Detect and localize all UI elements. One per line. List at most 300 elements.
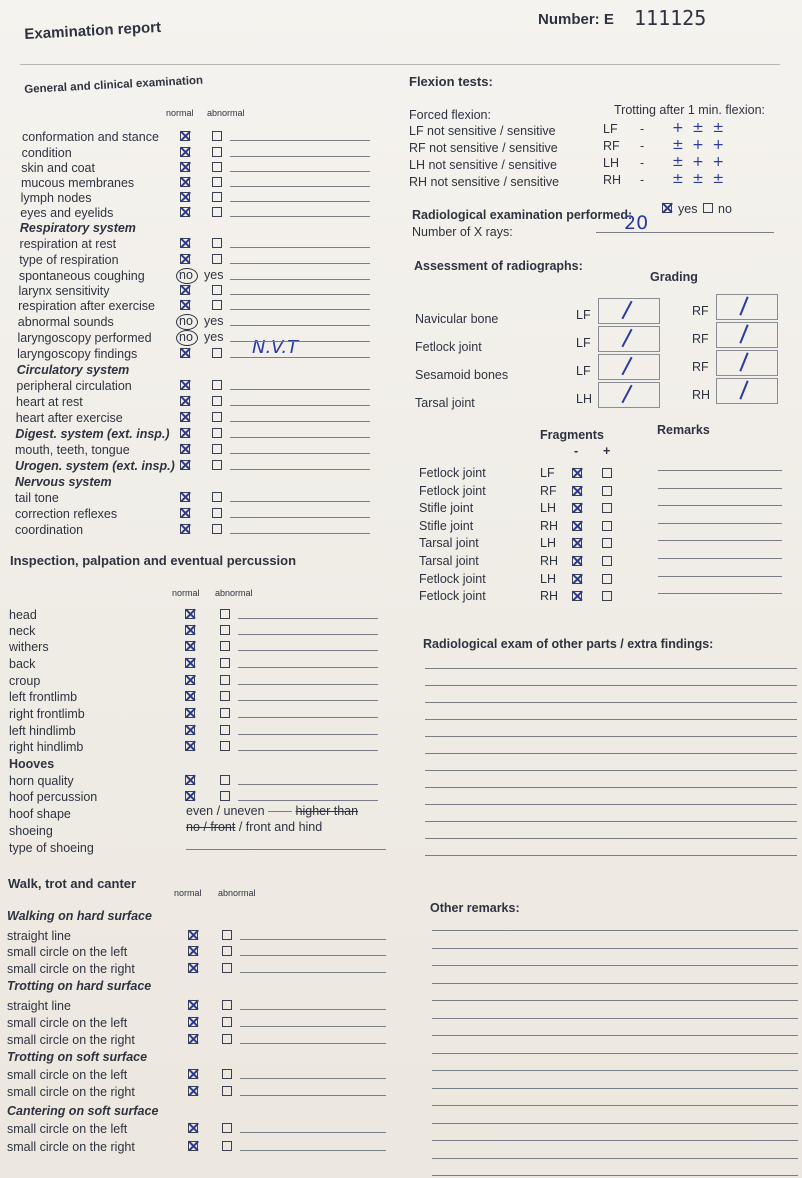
abnormal-checkbox[interactable] <box>220 741 230 751</box>
other-remarks-line <box>432 1140 798 1141</box>
normal-checkbox[interactable] <box>188 1141 198 1151</box>
normal-checkbox[interactable] <box>180 348 190 358</box>
gait-row-label: Walking on hard surface <box>7 909 152 923</box>
gait-row-label: small circle on the right <box>7 1085 135 1099</box>
fragments-heading: Fragments <box>540 428 604 442</box>
other-parts-line <box>425 668 797 669</box>
gait-remark-line <box>240 1009 386 1010</box>
normal-checkbox[interactable] <box>185 658 195 668</box>
forced-flexion-label: Forced flexion: <box>409 108 491 122</box>
fragment-remark-line <box>658 593 782 594</box>
flexion-marks: + ± ± <box>672 120 727 136</box>
flexion-leg: LF <box>603 122 618 136</box>
abnormal-checkbox[interactable] <box>220 708 230 718</box>
normal-checkbox[interactable] <box>180 396 190 406</box>
normal-checkbox[interactable] <box>180 444 190 454</box>
inspection-remark-line <box>238 650 378 651</box>
normal-checkbox[interactable] <box>180 412 190 422</box>
abnormal-checkbox[interactable] <box>212 131 222 141</box>
fragment-row-label: Fetlock joint <box>419 466 486 480</box>
general-row-label: coordination <box>15 523 84 537</box>
general-no: no <box>179 314 193 328</box>
normal-checkbox[interactable] <box>180 207 190 217</box>
gait-row-label: small circle on the right <box>7 1140 135 1154</box>
normal-checkbox[interactable] <box>185 675 195 685</box>
abnormal-checkbox[interactable] <box>212 508 222 518</box>
general-yes: yes <box>204 314 224 328</box>
inspection-remark-line <box>238 784 378 785</box>
fragment-plus-checkbox[interactable] <box>602 574 612 584</box>
other-remarks-line <box>432 1105 798 1106</box>
general-row-label: Circulatory system <box>16 363 130 377</box>
fragment-remark-line <box>658 488 782 489</box>
fragment-leg: RH <box>540 554 559 568</box>
general-row-label: eyes and eyelids <box>20 206 114 220</box>
flexion-row-label: RH not sensitive / sensitive <box>409 175 560 189</box>
inspection-row-label: shoeing <box>9 824 53 838</box>
normal-checkbox[interactable] <box>185 691 195 701</box>
general-row-label: condition <box>21 146 72 160</box>
fragment-leg: LH <box>540 571 556 586</box>
normal-checkbox[interactable] <box>180 508 190 518</box>
trotting-header: Trotting after 1 min. flexion: <box>614 103 765 117</box>
general-row-label: respiration after exercise <box>18 299 156 313</box>
general-remark-line <box>230 405 370 406</box>
fragment-remark-line <box>658 523 782 524</box>
header-rule <box>20 64 780 65</box>
assessment-right-leg: RF <box>692 332 709 346</box>
inspection-remark-line <box>238 717 378 718</box>
fragment-leg: LF <box>540 466 555 480</box>
general-row-label: correction reflexes <box>15 507 118 521</box>
fragment-minus-checkbox[interactable] <box>572 503 582 513</box>
fragment-leg: RH <box>540 589 559 604</box>
abnormal-checkbox[interactable] <box>222 1123 232 1133</box>
fragment-row-label: Stifle joint <box>419 501 474 516</box>
normal-checkbox[interactable] <box>185 625 195 635</box>
gait-col-abnormal: abnormal <box>218 888 256 898</box>
abnormal-checkbox[interactable] <box>212 444 222 454</box>
abnormal-checkbox[interactable] <box>220 691 230 701</box>
abnormal-checkbox[interactable] <box>222 1086 232 1096</box>
general-no: no <box>179 330 193 344</box>
other-parts-line <box>425 787 797 788</box>
normal-checkbox[interactable] <box>188 930 198 940</box>
inspection-row-label: left frontlimb <box>9 690 78 704</box>
general-row-label: lymph nodes <box>20 191 92 205</box>
abnormal-checkbox[interactable] <box>212 207 222 217</box>
general-row-label: skin and coat <box>21 161 95 175</box>
fragment-minus-checkbox[interactable] <box>572 538 582 548</box>
abnormal-checkbox[interactable] <box>212 524 222 534</box>
general-remark-line <box>230 453 370 454</box>
abnormal-checkbox[interactable] <box>220 658 230 668</box>
normal-checkbox[interactable] <box>180 238 190 248</box>
general-col-abnormal: abnormal <box>207 108 245 118</box>
general-no: no <box>179 268 193 282</box>
xrays-value: 20 <box>624 212 649 234</box>
gait-row-label: straight line <box>7 929 71 943</box>
fragments-minus: - <box>574 444 579 458</box>
gait-remark-line <box>240 1043 386 1044</box>
gait-remark-line <box>240 1026 386 1027</box>
fragments-plus: + <box>603 444 611 458</box>
abnormal-checkbox[interactable] <box>222 963 232 973</box>
other-remarks-line <box>432 983 798 984</box>
radiological-no: no <box>718 202 732 216</box>
gait-row-label: Trotting on soft surface <box>7 1050 148 1064</box>
fragment-plus-checkbox[interactable] <box>602 538 612 548</box>
gait-remark-line <box>240 939 386 940</box>
general-row-label: mucous membranes <box>20 176 135 190</box>
inspection-remark-line <box>238 684 378 685</box>
fragment-plus-checkbox[interactable] <box>602 468 612 478</box>
general-remark-line <box>230 171 370 172</box>
gait-row-label: straight line <box>7 999 71 1013</box>
fragment-row-label: Fetlock joint <box>419 483 486 498</box>
other-remarks-line <box>432 1000 798 1001</box>
flexion-leg: RF <box>603 139 620 153</box>
fragment-plus-checkbox[interactable] <box>602 556 612 566</box>
other-remarks-line <box>432 1088 798 1089</box>
fragment-plus-checkbox[interactable] <box>602 521 612 531</box>
fragment-plus-checkbox[interactable] <box>602 591 612 601</box>
hoof-shape-options <box>186 804 358 818</box>
abnormal-checkbox[interactable] <box>220 641 230 651</box>
general-row-label: Digest. system (ext. insp.) <box>15 427 170 441</box>
gait-row-label: small circle on the left <box>7 1068 128 1082</box>
other-remarks-line <box>432 965 798 966</box>
flexion-dash: - <box>640 139 645 153</box>
flexion-dash: - <box>640 173 645 187</box>
fragment-row-label: Fetlock joint <box>419 571 486 586</box>
normal-checkbox[interactable] <box>180 285 190 295</box>
inspection-col-normal: normal <box>172 588 200 598</box>
normal-checkbox[interactable] <box>180 524 190 534</box>
normal-checkbox[interactable] <box>185 741 195 751</box>
normal-checkbox[interactable] <box>180 460 190 470</box>
assessment-heading: Assessment of radiographs: <box>414 259 583 273</box>
fragment-remark-line <box>658 576 782 577</box>
inspection-row-label: withers <box>9 640 49 654</box>
general-row-label: spontaneous coughing <box>18 269 145 283</box>
normal-checkbox[interactable] <box>180 492 190 502</box>
normal-checkbox[interactable] <box>180 380 190 390</box>
normal-checkbox[interactable] <box>180 300 190 310</box>
general-remark-line <box>230 201 370 202</box>
general-remark-line <box>230 156 370 157</box>
normal-checkbox[interactable] <box>180 131 190 141</box>
inspection-remark-line <box>238 667 378 668</box>
fragment-minus-checkbox[interactable] <box>572 591 582 601</box>
abnormal-checkbox[interactable] <box>212 380 222 390</box>
normal-checkbox[interactable] <box>188 1034 198 1044</box>
normal-checkbox[interactable] <box>185 791 195 801</box>
abnormal-checkbox[interactable] <box>212 254 222 264</box>
other-remarks-line <box>432 930 798 931</box>
inspection-remark-line <box>238 700 378 701</box>
flexion-leg: LH <box>603 156 619 170</box>
other-parts-line <box>425 838 797 839</box>
fragment-row-label: Tarsal joint <box>419 536 479 551</box>
gait-row-label: small circle on the left <box>7 1122 128 1136</box>
gait-remark-line <box>240 955 386 956</box>
gait-row-label: small circle on the right <box>7 1033 135 1047</box>
fragment-minus-checkbox[interactable] <box>572 556 582 566</box>
radiological-yes-checkbox[interactable] <box>662 203 672 213</box>
inspection-remark-line <box>238 634 378 635</box>
general-yes: yes <box>204 330 224 344</box>
inspection-row-label: right frontlimb <box>9 707 85 721</box>
flexion-dash: - <box>640 122 645 136</box>
inspection-col-abnormal: abnormal <box>215 588 253 598</box>
assessment-left-leg: LF <box>576 336 591 350</box>
fragment-remark-line <box>658 470 782 471</box>
abnormal-checkbox[interactable] <box>212 177 222 187</box>
assessment-row-label: Sesamoid bones <box>415 368 509 382</box>
radiological-no-checkbox[interactable] <box>703 203 713 213</box>
assessment-right-leg: RH <box>692 388 711 402</box>
general-remark-line <box>230 517 370 518</box>
gait-remark-line <box>240 1078 386 1079</box>
general-row-label: type of respiration <box>19 253 119 267</box>
abnormal-checkbox[interactable] <box>222 930 232 940</box>
fragment-leg: RH <box>540 518 559 533</box>
normal-checkbox[interactable] <box>188 1000 198 1010</box>
gait-row-label: Trotting on hard surface <box>7 979 152 993</box>
other-remarks-line <box>432 1053 798 1054</box>
general-remark-line <box>230 279 370 280</box>
laryngoscopy-note: N.V.T <box>252 337 299 358</box>
abnormal-checkbox[interactable] <box>220 609 230 619</box>
general-row-label: Urogen. system (ext. insp.) <box>15 459 175 473</box>
other-parts-line <box>425 753 797 754</box>
fragment-leg: RF <box>540 483 557 498</box>
flexion-row-label: RF not sensitive / sensitive <box>409 141 558 155</box>
general-remark-line <box>230 325 370 326</box>
radiological-yes: yes <box>678 202 698 216</box>
abnormal-checkbox[interactable] <box>220 725 230 735</box>
general-row-label: Respiratory system <box>19 221 136 235</box>
assessment-row-label: Navicular bone <box>415 312 499 326</box>
fragment-remark-line <box>658 505 782 506</box>
other-parts-heading: Radiological exam of other parts / extra findings: <box>423 637 714 651</box>
other-remarks-line <box>432 1123 798 1124</box>
remarks-heading: Remarks <box>657 423 710 437</box>
other-parts-line <box>425 685 797 686</box>
general-remark-line <box>230 469 370 470</box>
other-remarks-line <box>432 948 798 949</box>
fragment-row-label: Fetlock joint <box>419 589 486 604</box>
other-parts-line <box>425 770 797 771</box>
abnormal-checkbox[interactable] <box>212 192 222 202</box>
general-row-label: laryngoscopy findings <box>17 347 138 361</box>
general-remark-line <box>230 341 370 342</box>
fragment-leg: LH <box>540 536 556 551</box>
gait-remark-line <box>240 1095 386 1096</box>
flexion-marks: ± + + <box>672 137 727 153</box>
report-number: 111125 <box>634 6 707 30</box>
normal-checkbox[interactable] <box>185 641 195 651</box>
fragment-plus-checkbox[interactable] <box>602 486 612 496</box>
fragment-plus-checkbox[interactable] <box>602 503 612 513</box>
normal-checkbox[interactable] <box>188 1017 198 1027</box>
abnormal-checkbox[interactable] <box>212 492 222 502</box>
abnormal-checkbox[interactable] <box>222 1069 232 1079</box>
assessment-left-leg: LH <box>576 392 592 406</box>
xrays-label: Number of X rays: <box>412 225 513 239</box>
normal-checkbox[interactable] <box>188 963 198 973</box>
other-parts-line <box>425 804 797 805</box>
abnormal-checkbox[interactable] <box>212 428 222 438</box>
fragment-minus-checkbox[interactable] <box>572 486 582 496</box>
other-parts-line <box>425 702 797 703</box>
other-remarks-heading: Other remarks: <box>430 901 520 915</box>
normal-checkbox[interactable] <box>180 147 190 157</box>
other-parts-line <box>425 855 797 856</box>
normal-checkbox[interactable] <box>185 725 195 735</box>
inspection-row-label: left hindlimb <box>9 724 76 738</box>
inspection-row-label: Hooves <box>9 757 55 771</box>
general-remark-line <box>230 186 370 187</box>
inspection-row-label: hoof percussion <box>9 790 98 804</box>
general-row-label: mouth, teeth, tongue <box>15 443 130 457</box>
other-remarks-line <box>432 1158 798 1159</box>
fragment-row-label: Tarsal joint <box>419 554 479 568</box>
normal-checkbox[interactable] <box>188 946 198 956</box>
normal-checkbox[interactable] <box>180 162 190 172</box>
xrays-line <box>596 232 774 233</box>
other-remarks-line <box>432 1175 798 1176</box>
normal-checkbox[interactable] <box>188 1086 198 1096</box>
normal-checkbox[interactable] <box>188 1069 198 1079</box>
shoeing-rest: / front and hind <box>235 820 323 834</box>
general-row-label: abnormal sounds <box>17 315 114 329</box>
inspection-row-label: head <box>9 608 37 622</box>
gait-remark-line <box>240 1150 386 1151</box>
general-remark-line <box>230 389 370 390</box>
general-remark-line <box>230 501 370 502</box>
general-remark-line <box>230 309 370 310</box>
assessment-right-leg: RF <box>692 304 709 318</box>
general-row-label: peripheral circulation <box>16 379 132 393</box>
general-remark-line <box>230 263 370 264</box>
flexion-heading: Flexion tests: <box>409 74 493 89</box>
inspection-row-label: back <box>9 657 36 671</box>
abnormal-checkbox[interactable] <box>212 460 222 470</box>
general-remark-line <box>230 294 370 295</box>
assessment-row-label: Fetlock joint <box>415 340 482 354</box>
flexion-marks: ± ± ± <box>672 171 727 187</box>
inspection-heading: Inspection, palpation and eventual percussion <box>10 553 297 568</box>
flexion-row-label: LH not sensitive / sensitive <box>409 158 557 172</box>
normal-checkbox[interactable] <box>180 177 190 187</box>
general-remark-line <box>230 216 370 217</box>
inspection-remark-line <box>238 750 378 751</box>
gait-remark-line <box>240 1132 386 1133</box>
flexion-marks: ± + + <box>672 154 727 170</box>
abnormal-checkbox[interactable] <box>212 300 222 310</box>
general-row-label: larynx sensitivity <box>18 284 110 298</box>
abnormal-checkbox[interactable] <box>212 238 222 248</box>
abnormal-checkbox[interactable] <box>220 775 230 785</box>
abnormal-checkbox[interactable] <box>212 285 222 295</box>
gait-col-normal: normal <box>174 888 202 898</box>
other-parts-line <box>425 821 797 822</box>
assessment-right-leg: RF <box>692 360 709 374</box>
general-col-normal: normal <box>166 108 194 118</box>
gait-row-label: small circle on the left <box>7 1016 128 1030</box>
general-yes: yes <box>204 268 224 282</box>
shoeing-struck: no / front <box>186 820 236 834</box>
general-row-label: heart after exercise <box>15 411 123 425</box>
assessment-left-leg: LF <box>576 364 591 378</box>
inspection-row-label: hoof shape <box>9 807 71 821</box>
abnormal-checkbox[interactable] <box>220 791 230 801</box>
normal-checkbox[interactable] <box>185 708 195 718</box>
assessment-row-label: Tarsal joint <box>415 396 475 410</box>
flexion-dash: - <box>640 156 645 170</box>
normal-checkbox[interactable] <box>180 428 190 438</box>
report-number-label: Number: E <box>538 11 614 28</box>
normal-checkbox[interactable] <box>180 254 190 264</box>
gait-remark-line <box>240 972 386 973</box>
general-row-label: laryngoscopy performed <box>17 331 152 345</box>
abnormal-checkbox[interactable] <box>212 348 222 358</box>
general-row-label: heart at rest <box>16 395 83 409</box>
inspection-row-label: neck <box>9 624 36 638</box>
abnormal-checkbox[interactable] <box>212 162 222 172</box>
general-row-label: Nervous system <box>15 475 112 489</box>
fragment-minus-checkbox[interactable] <box>572 468 582 478</box>
normal-checkbox[interactable] <box>185 775 195 785</box>
abnormal-checkbox[interactable] <box>220 625 230 635</box>
other-parts-line <box>425 719 797 720</box>
shoeing-type-line <box>186 849 386 850</box>
general-remark-line <box>230 247 370 248</box>
fragment-remark-line <box>658 558 782 559</box>
fragment-minus-checkbox[interactable] <box>572 574 582 584</box>
flexion-row-label: LF not sensitive / sensitive <box>409 124 556 138</box>
abnormal-checkbox[interactable] <box>212 396 222 406</box>
normal-checkbox[interactable] <box>185 609 195 619</box>
abnormal-checkbox[interactable] <box>222 1017 232 1027</box>
general-remark-line <box>230 140 370 141</box>
abnormal-checkbox[interactable] <box>222 946 232 956</box>
abnormal-checkbox[interactable] <box>222 1141 232 1151</box>
abnormal-checkbox[interactable] <box>222 1000 232 1010</box>
normal-checkbox[interactable] <box>180 192 190 202</box>
abnormal-checkbox[interactable] <box>220 675 230 685</box>
abnormal-checkbox[interactable] <box>212 147 222 157</box>
general-remark-line <box>230 421 370 422</box>
abnormal-checkbox[interactable] <box>212 412 222 422</box>
other-parts-line <box>425 736 797 737</box>
gait-heading: Walk, trot and canter <box>8 876 137 891</box>
fragment-minus-checkbox[interactable] <box>572 521 582 531</box>
radiological-performed: Radiological examination performed: <box>412 208 633 222</box>
fragment-remark-line <box>658 540 782 541</box>
abnormal-checkbox[interactable] <box>222 1034 232 1044</box>
fragment-row-label: Stifle joint <box>419 518 474 533</box>
normal-checkbox[interactable] <box>188 1123 198 1133</box>
inspection-remark-line <box>238 618 378 619</box>
gait-row-label: Cantering on soft surface <box>7 1104 159 1118</box>
general-heading: General and clinical examination <box>24 74 204 96</box>
general-remark-line <box>230 437 370 438</box>
gait-row-label: small circle on the left <box>7 945 128 959</box>
hoof-shape-even-uneven: even / uneven <box>186 804 265 818</box>
